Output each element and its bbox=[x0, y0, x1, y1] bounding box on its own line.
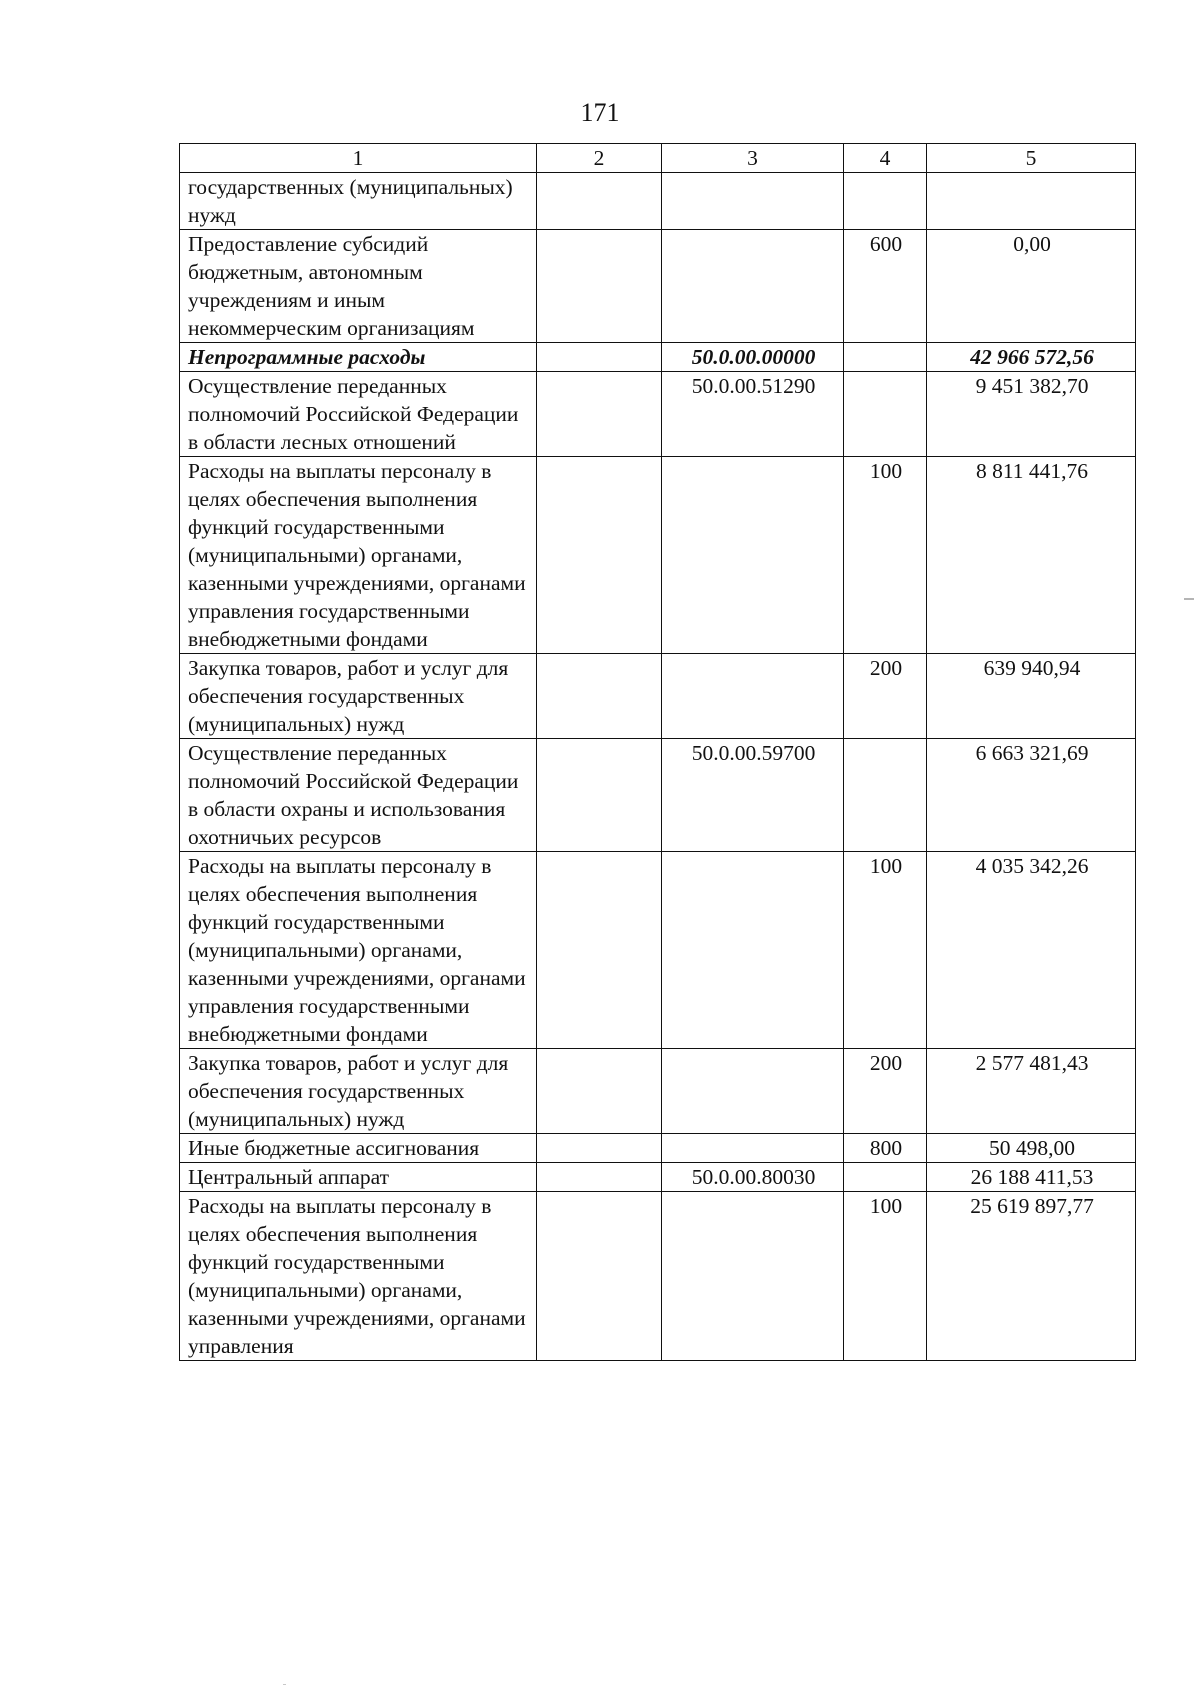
row-code-cell bbox=[662, 230, 844, 343]
row-expense-type-cell: 600 bbox=[844, 230, 927, 343]
row-column2-cell bbox=[537, 739, 662, 852]
row-expense-type-cell bbox=[844, 173, 927, 230]
row-amount-cell: 2 577 481,43 bbox=[927, 1049, 1136, 1134]
scan-dot bbox=[283, 1684, 286, 1685]
table-body bbox=[180, 173, 1136, 1361]
row-name-cell: Предоставление субсидий бюджетным, автономным учреждениям и иным некоммерческим организациям bbox=[180, 230, 537, 343]
budget-table bbox=[179, 143, 1136, 1361]
row-code-cell: 50.0.00.00000 bbox=[662, 343, 844, 372]
table-row bbox=[180, 457, 1136, 654]
row-amount-cell bbox=[927, 173, 1136, 230]
row-amount-cell: 42 966 572,56 bbox=[927, 343, 1136, 372]
table-row bbox=[180, 343, 1136, 372]
row-column2-cell bbox=[537, 1049, 662, 1134]
row-code-cell: 50.0.00.51290 bbox=[662, 372, 844, 457]
table-row bbox=[180, 230, 1136, 343]
row-expense-type-cell bbox=[844, 343, 927, 372]
row-column2-cell bbox=[537, 457, 662, 654]
row-code-cell bbox=[662, 1049, 844, 1134]
row-name-cell: Закупка товаров, работ и услуг для обеспечения государственных (муниципальных) нужд bbox=[180, 1049, 537, 1134]
row-amount-cell: 50 498,00 bbox=[927, 1134, 1136, 1163]
row-expense-type-cell: 200 bbox=[844, 1049, 927, 1134]
page-number: 171 bbox=[580, 98, 620, 127]
row-name-cell: Иные бюджетные ассигнования bbox=[180, 1134, 537, 1163]
table-row bbox=[180, 1163, 1136, 1192]
table-row bbox=[180, 654, 1136, 739]
row-code-cell bbox=[662, 1134, 844, 1163]
row-expense-type-cell: 800 bbox=[844, 1134, 927, 1163]
table-header-row bbox=[180, 144, 1136, 173]
row-name-cell: Осуществление переданных полномочий Российской Федерации в области лесных отношений bbox=[180, 372, 537, 457]
row-expense-type-cell: 100 bbox=[844, 1192, 927, 1361]
row-code-cell bbox=[662, 173, 844, 230]
row-column2-cell bbox=[537, 654, 662, 739]
row-amount-cell: 9 451 382,70 bbox=[927, 372, 1136, 457]
row-amount-cell: 0,00 bbox=[927, 230, 1136, 343]
row-amount-cell: 8 811 441,76 bbox=[927, 457, 1136, 654]
row-amount-cell: 25 619 897,77 bbox=[927, 1192, 1136, 1361]
row-expense-type-cell bbox=[844, 1163, 927, 1192]
row-column2-cell bbox=[537, 343, 662, 372]
row-name-cell: Расходы на выплаты персоналу в целях обеспечения выполнения функций государственными (муниципальными) органами, казенными учреждениями, органами управления государственными внебюджетными фондами bbox=[180, 457, 537, 654]
row-expense-type-cell: 100 bbox=[844, 457, 927, 654]
table-row bbox=[180, 1049, 1136, 1134]
column-header-5: 5 bbox=[927, 144, 1136, 173]
row-name-cell: Непрограммные расходы bbox=[180, 343, 537, 372]
row-expense-type-cell bbox=[844, 739, 927, 852]
row-name-cell: Осуществление переданных полномочий Российской Федерации в области охраны и использования охотничьих ресурсов bbox=[180, 739, 537, 852]
row-amount-cell: 4 035 342,26 bbox=[927, 852, 1136, 1049]
row-column2-cell bbox=[537, 372, 662, 457]
row-expense-type-cell bbox=[844, 372, 927, 457]
table-row bbox=[180, 852, 1136, 1049]
row-code-cell: 50.0.00.59700 bbox=[662, 739, 844, 852]
table-row bbox=[180, 1134, 1136, 1163]
table-row bbox=[180, 739, 1136, 852]
row-amount-cell: 639 940,94 bbox=[927, 654, 1136, 739]
row-code-cell: 50.0.00.80030 bbox=[662, 1163, 844, 1192]
row-name-cell: Расходы на выплаты персоналу в целях обеспечения выполнения функций государственными (муниципальными) органами, казенными учреждениями, органами управления bbox=[180, 1192, 537, 1361]
table-row bbox=[180, 372, 1136, 457]
row-column2-cell bbox=[537, 1134, 662, 1163]
table-row bbox=[180, 1192, 1136, 1361]
row-column2-cell bbox=[537, 1163, 662, 1192]
row-code-cell bbox=[662, 457, 844, 654]
row-expense-type-cell: 100 bbox=[844, 852, 927, 1049]
row-name-cell: Закупка товаров, работ и услуг для обеспечения государственных (муниципальных) нужд bbox=[180, 654, 537, 739]
row-code-cell bbox=[662, 852, 844, 1049]
row-code-cell bbox=[662, 1192, 844, 1361]
row-name-cell: государственных (муниципальных) нужд bbox=[180, 173, 537, 230]
row-column2-cell bbox=[537, 173, 662, 230]
table-row bbox=[180, 173, 1136, 230]
row-amount-cell: 26 188 411,53 bbox=[927, 1163, 1136, 1192]
row-column2-cell bbox=[537, 852, 662, 1049]
column-header-2: 2 bbox=[537, 144, 662, 173]
column-header-4: 4 bbox=[844, 144, 927, 173]
row-name-cell: Центральный аппарат bbox=[180, 1163, 537, 1192]
row-column2-cell bbox=[537, 230, 662, 343]
scan-mark bbox=[1184, 598, 1194, 600]
row-name-cell: Расходы на выплаты персоналу в целях обеспечения выполнения функций государственными (муниципальными) органами, казенными учреждениями, органами управления государственными внебюджетными фондами bbox=[180, 852, 537, 1049]
row-expense-type-cell: 200 bbox=[844, 654, 927, 739]
row-code-cell bbox=[662, 654, 844, 739]
column-header-1: 1 bbox=[180, 144, 537, 173]
row-column2-cell bbox=[537, 1192, 662, 1361]
row-amount-cell: 6 663 321,69 bbox=[927, 739, 1136, 852]
column-header-3: 3 bbox=[662, 144, 844, 173]
